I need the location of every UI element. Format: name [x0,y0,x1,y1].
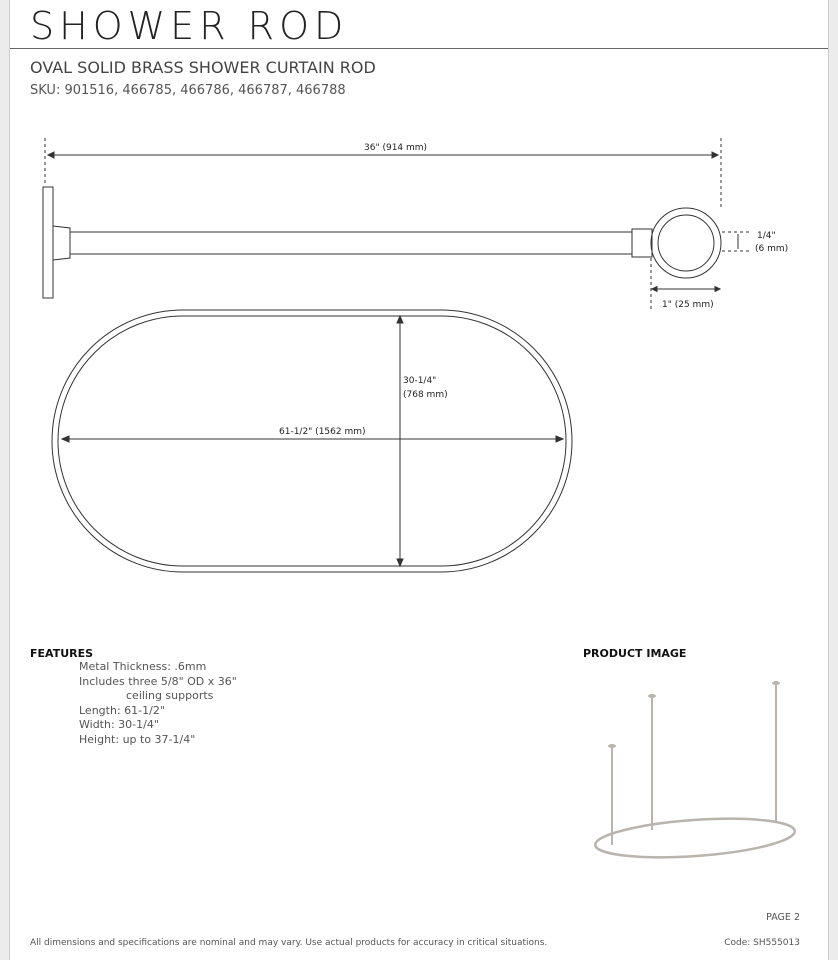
product-code: Code: SH555013 [724,938,800,948]
dim-oval-width: 30-1/4" [403,376,437,386]
feature-item: ceiling supports [126,689,214,702]
dim-rod-length: 36" (914 mm) [364,143,428,153]
oval-rod-outer [52,310,572,572]
feature-item: Metal Thickness: .6mm [79,660,207,673]
oval-rod-inner [58,316,566,566]
tube-outer [651,208,721,278]
feature-item: Length: 61-1/2" [79,703,165,717]
features-list [79,660,237,747]
dim-tube-wall: 1/4" [757,231,776,241]
features-heading: FEATURES [30,647,94,660]
dim-tube-diameter: 1" (25 mm) [662,300,714,310]
feature-item: Width: 30-1/4" [79,718,159,731]
product-image-heading: PRODUCT IMAGE [583,647,687,660]
dim-oval-length: 61-1/2" (1562 mm) [279,427,366,437]
dim-tube-wall-mm: (6 mm) [755,244,789,254]
dim-oval-width-mm: (768 mm) [403,390,448,400]
tube-inner [658,215,714,271]
page-number: PAGE 2 [766,912,800,923]
feature-item: Includes three 5/8" OD x 36" [79,674,237,688]
disclaimer: All dimensions and specifications are nominal and may vary. Use actual products for accuracy in critical situations. [30,938,548,948]
product-subtitle: OVAL SOLID BRASS SHOWER CURTAIN ROD [30,58,376,77]
wall-flange [43,187,53,298]
sku-list: SKU: 901516, 466785, 466786, 466787, 466788 [30,83,346,98]
feature-item: Height: up to 37-1/4" [79,732,196,746]
page-title: SHOWER ROD [30,4,349,48]
